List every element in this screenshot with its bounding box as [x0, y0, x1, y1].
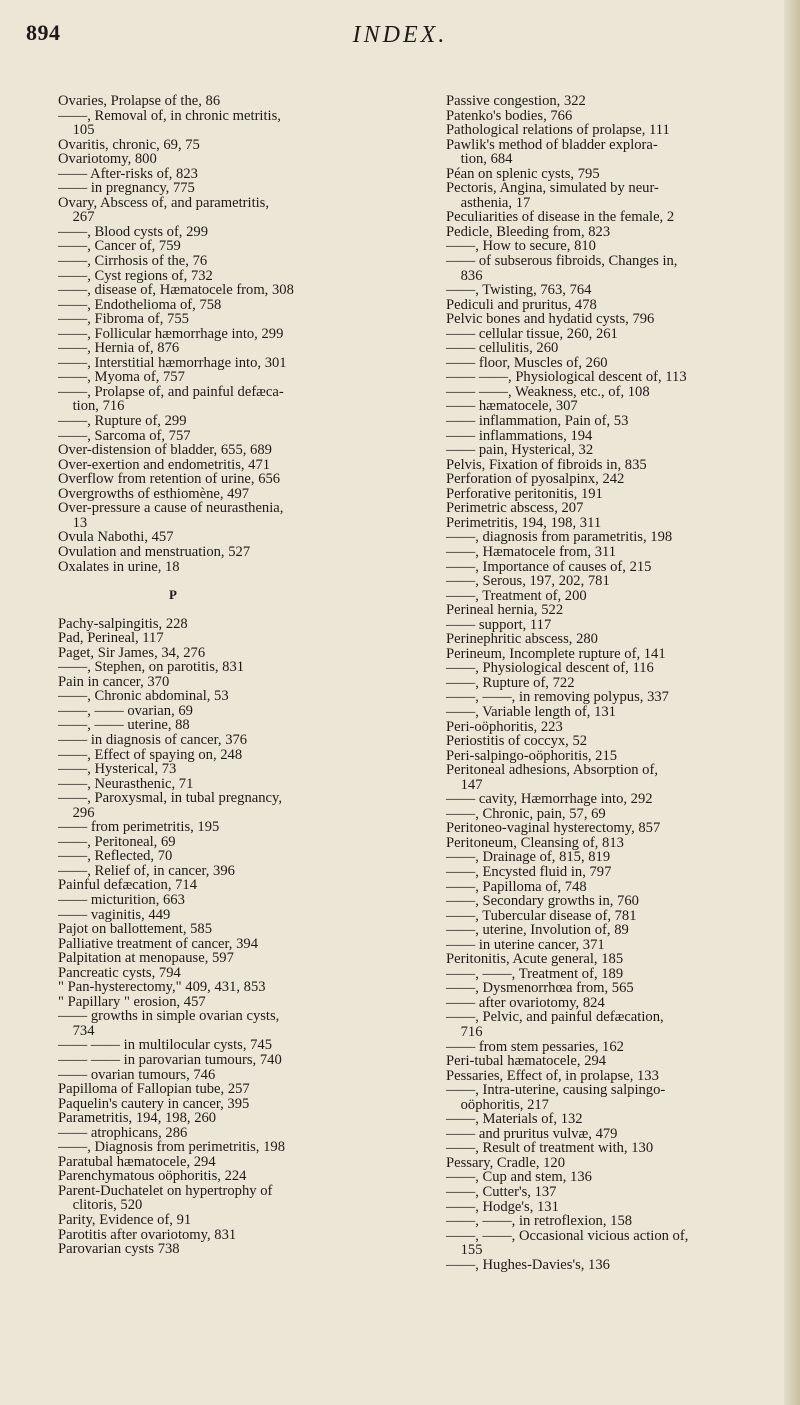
- index-entry: Perineal hernia, 522: [446, 602, 564, 619]
- index-entry: ——, Intra-uterine, causing salpingo-: [446, 1082, 666, 1099]
- index-entry: Perimetric abscess, 207: [446, 500, 584, 517]
- index-entry: Pain in cancer, 370: [58, 673, 170, 690]
- index-entry: Perforation of pyosalpinx, 242: [446, 471, 625, 488]
- index-entry: ——, Diagnosis from perimetritis, 198: [58, 1139, 285, 1156]
- index-entry: —— in uterine cancer, 371: [446, 936, 605, 953]
- index-entry: ——, Hernia of, 876: [58, 340, 180, 357]
- index-entry: Peritoneum, Cleansing of, 813: [446, 834, 624, 851]
- index-entry: ——, Pelvic, and painful defæcation,: [446, 1009, 664, 1026]
- index-entry: Parenchymatous oöphoritis, 224: [58, 1168, 247, 1185]
- index-entry: Parametritis, 194, 198, 260: [58, 1110, 217, 1127]
- index-entry: —— cellular tissue, 260, 261: [446, 325, 618, 342]
- index-entry: Parity, Evidence of, 91: [58, 1212, 192, 1229]
- index-entry: ——, Chronic, pain, 57, 69: [446, 805, 606, 822]
- index-entry: 13: [58, 514, 88, 531]
- index-entry: Palliative treatment of cancer, 394: [58, 935, 258, 952]
- index-entry: ——, ——, in removing polypus, 337: [446, 689, 669, 706]
- index-entry: 296: [58, 804, 95, 821]
- index-entry: 734: [58, 1022, 95, 1039]
- index-entry: Peri-tubal hæmatocele, 294: [446, 1053, 607, 1070]
- index-entry: —— ——, Weakness, etc., of, 108: [446, 383, 650, 400]
- index-entry: ——, ——, Treatment of, 189: [446, 965, 624, 982]
- index-entry: —— micturition, 663: [58, 891, 185, 908]
- index-entry: ——, Peritoneal, 69: [58, 833, 176, 850]
- index-entry: Peritoneo-vaginal hysterectomy, 857: [446, 820, 661, 837]
- index-entry: Pectoris, Angina, simulated by neur-: [446, 180, 659, 197]
- index-entry: Pessary, Cradle, 120: [446, 1154, 566, 1171]
- index-column-left: [58, 94, 430, 1257]
- index-entry: Oxalates in urine, 18: [58, 558, 180, 575]
- index-entry: ——, Prolapse of, and painful defæca-: [58, 383, 284, 400]
- index-entry: —— after ovariotomy, 824: [446, 994, 605, 1011]
- index-entry: Pediculi and pruritus, 478: [446, 296, 597, 313]
- index-entry: ——, Cup and stem, 136: [446, 1169, 592, 1186]
- index-entry: ——, Interstitial hæmorrhage into, 301: [58, 354, 287, 371]
- index-entry: ——, Physiological descent of, 116: [446, 660, 654, 677]
- index-column-right: [446, 94, 780, 1272]
- index-entry: Pelvis, Fixation of fibroids in, 835: [446, 456, 647, 473]
- index-entry: Over-distension of bladder, 655, 689: [58, 442, 272, 459]
- index-entry: tion, 684: [446, 151, 513, 168]
- index-entry: Pelvic bones and hydatid cysts, 796: [446, 311, 655, 328]
- index-entry: ——, Papilloma of, 748: [446, 878, 587, 895]
- index-entry: —— pain, Hysterical, 32: [446, 442, 594, 459]
- index-entry: Perinephritic abscess, 280: [446, 631, 598, 648]
- index-entry: ——, Materials of, 132: [446, 1111, 583, 1128]
- index-entry: Ovary, Abscess of, and parametritis,: [58, 194, 270, 211]
- index-entry: —— from stem pessaries, 162: [446, 1038, 624, 1055]
- index-entry: —— in pregnancy, 775: [58, 180, 195, 197]
- index-entry: Pajot on ballottement, 585: [58, 921, 213, 938]
- index-entry: 716: [446, 1024, 483, 1040]
- index-entry: Overflow from retention of urine, 656: [58, 471, 281, 488]
- index-entry: ——, Hæmatocele from, 311: [446, 543, 617, 560]
- index-entry: ——, Paroxysmal, in tubal pregnancy,: [58, 790, 282, 807]
- index-entry: ——, Variable length of, 131: [446, 703, 616, 720]
- index-entry: —— ovarian tumours, 746: [58, 1066, 216, 1083]
- index-entry: Paquelin's cautery in cancer, 395: [58, 1095, 250, 1112]
- index-entry: —— cellulitis, 260: [446, 340, 559, 357]
- index-entry: Parotitis after ovariotomy, 831: [58, 1226, 237, 1243]
- index-entry: clitoris, 520: [58, 1197, 143, 1214]
- index-entry: Péan on splenic cysts, 795: [446, 165, 600, 182]
- index-entry: ——, Fibroma of, 755: [58, 311, 189, 328]
- index-entry: ——, Stephen, on parotitis, 831: [58, 659, 245, 676]
- index-entry: ——, Blood cysts of, 299: [58, 223, 208, 240]
- index-entry: Painful defæcation, 714: [58, 877, 198, 894]
- index-entry: —— —— in multilocular cysts, 745: [58, 1037, 273, 1054]
- index-entry: Ovaritis, chronic, 69, 75: [58, 136, 200, 153]
- index-entry: 267: [58, 209, 95, 226]
- index-entry: Perforative peritonitis, 191: [446, 485, 603, 502]
- index-entry: Parovarian cysts 738: [58, 1241, 180, 1258]
- index-entry: —— After-risks of, 823: [58, 165, 198, 182]
- index-entry: ——, Reflected, 70: [58, 848, 173, 865]
- index-entry: ——, diagnosis from parametritis, 198: [446, 529, 673, 546]
- index-entry: Over-pressure a cause of neurasthenia,: [58, 500, 284, 517]
- page-number: 894: [26, 20, 61, 45]
- index-entry: ——, ——, in retroflexion, 158: [446, 1213, 633, 1230]
- index-entry: Peri-oöphoritis, 223: [446, 718, 563, 735]
- index-entry: Pathological relations of prolapse, 111: [446, 122, 670, 139]
- index-entry: —— of subserous fibroids, Changes in,: [446, 253, 678, 270]
- index-entry: —— ——, Physiological descent of, 113: [446, 369, 687, 386]
- index-entry: —— inflammation, Pain of, 53: [446, 413, 629, 430]
- index-entry: 147: [446, 776, 483, 793]
- index-entry: ——, Relief of, in cancer, 396: [58, 862, 235, 879]
- index-entry: Peri-salpingo-oöphoritis, 215: [446, 747, 618, 764]
- index-entry: —— in diagnosis of cancer, 376: [58, 731, 248, 748]
- index-entry: ——, uterine, Involution of, 89: [446, 922, 629, 939]
- index-entry: ——, Endothelioma of, 758: [58, 296, 222, 313]
- index-entry: Palpitation at menopause, 597: [58, 950, 234, 967]
- index-entry: —— support, 117: [446, 616, 552, 633]
- index-entry: ——, Hodge's, 131: [446, 1198, 559, 1215]
- index-entry: —— from perimetritis, 195: [58, 819, 220, 836]
- index-entry: Pessaries, Effect of, in prolapse, 133: [446, 1067, 659, 1084]
- index-entry: —— and pruritus vulvæ, 479: [446, 1125, 618, 1142]
- index-entry: ——, Hughes-Davies's, 136: [446, 1256, 610, 1273]
- index-entry: ——, Encysted fluid in, 797: [446, 863, 612, 880]
- index-entry: ——, Dysmenorrhœa from, 565: [446, 980, 634, 997]
- index-entry: Paget, Sir James, 34, 276: [58, 644, 206, 661]
- index-entry: —— hæmatocele, 307: [446, 398, 578, 415]
- index-entry: ——, Removal of, in chronic metritis,: [58, 107, 281, 124]
- index-entry: Pad, Perineal, 117: [58, 630, 164, 647]
- index-entry: Pedicle, Bleeding from, 823: [446, 223, 611, 240]
- index-entry: Pawlik's method of bladder explora-: [446, 136, 658, 153]
- index-entry: 836: [446, 267, 483, 284]
- index-entry: 155: [446, 1242, 483, 1259]
- index-entry: Peritoneal adhesions, Absorption of,: [446, 762, 658, 779]
- index-entry: Papilloma of Fallopian tube, 257: [58, 1081, 250, 1098]
- page-edge-shadow: [784, 0, 800, 1405]
- index-entry: ——, Twisting, 763, 764: [446, 282, 592, 299]
- index-entry: ——, Chronic abdominal, 53: [58, 688, 229, 705]
- index-entry: ——, Follicular hæmorrhage into, 299: [58, 325, 284, 342]
- index-entry: —— inflammations, 194: [446, 427, 593, 444]
- index-entry: Ovaries, Prolapse of the, 86: [58, 93, 221, 109]
- index-entry: asthenia, 17: [446, 194, 531, 211]
- index-entry: Perineum, Incomplete rupture of, 141: [446, 645, 666, 662]
- index-entry: —— atrophicans, 286: [58, 1124, 188, 1141]
- index-entry: Overgrowths of esthiomène, 497: [58, 485, 250, 502]
- section-letter: P: [169, 587, 177, 603]
- index-entry: ——, Treatment of, 200: [446, 587, 587, 604]
- index-entry: Passive congestion, 322: [446, 93, 586, 109]
- index-entry: ——, Cancer of, 759: [58, 238, 181, 255]
- index-entry: ——, Neurasthenic, 71: [58, 775, 194, 792]
- index-entry: ——, Rupture of, 299: [58, 413, 187, 430]
- index-entry: ——, disease of, Hæmatocele from, 308: [58, 282, 294, 299]
- index-entry: —— vaginitis, 449: [58, 906, 171, 923]
- index-entry: Periostitis of coccyx, 52: [446, 733, 588, 750]
- index-entry: —— cavity, Hæmorrhage into, 292: [446, 791, 653, 808]
- index-entry: ——, Hysterical, 73: [58, 761, 177, 778]
- index-entry: ——, Rupture of, 722: [446, 674, 575, 691]
- index-entry: —— floor, Muscles of, 260: [446, 354, 608, 371]
- index-entry: Over-exertion and endometritis, 471: [58, 456, 271, 473]
- index-entry: ——, Cutter's, 137: [446, 1184, 557, 1201]
- index-entry: Patenko's bodies, 766: [446, 107, 573, 124]
- index-entry: ——, Secondary growths in, 760: [446, 893, 639, 910]
- index-entry: " Papillary " erosion, 457: [58, 993, 206, 1010]
- index-entry: 105: [58, 122, 95, 139]
- index-entry: Ovula Nabothi, 457: [58, 529, 174, 546]
- index-entry: Peculiarities of disease in the female, 2: [446, 209, 675, 226]
- index-entry: ——, Serous, 197, 202, 781: [446, 573, 610, 590]
- index-entry: —— —— in parovarian tumours, 740: [58, 1052, 282, 1068]
- index-entry: ——, Cirrhosis of the, 76: [58, 253, 208, 270]
- index-entry: Ovulation and menstruation, 527: [58, 543, 251, 560]
- index-entry: ——, ——, Occasional vicious action of,: [446, 1227, 689, 1244]
- index-entry: Perimetritis, 194, 198, 311: [446, 514, 602, 531]
- index-entry: " Pan-hysterectomy," 409, 431, 853: [58, 979, 266, 996]
- index-entry: Pachy-salpingitis, 228: [58, 615, 188, 632]
- page-title: INDEX.: [352, 22, 448, 48]
- index-entry: Parent-Duchatelet on hypertrophy of: [58, 1182, 273, 1199]
- index-entry: —— growths in simple ovarian cysts,: [58, 1008, 280, 1025]
- index-entry: ——, Drainage of, 815, 819: [446, 849, 611, 866]
- index-entry: ——, —— uterine, 88: [58, 717, 190, 734]
- index-entry: ——, Result of treatment with, 130: [446, 1140, 654, 1157]
- index-entry: ——, Myoma of, 757: [58, 369, 185, 386]
- index-entry: Ovariotomy, 800: [58, 151, 157, 168]
- index-entry: Pancreatic cysts, 794: [58, 964, 181, 981]
- index-entry: ——, Effect of spaying on, 248: [58, 746, 243, 763]
- index-entry: Peritonitis, Acute general, 185: [446, 951, 624, 968]
- index-entry: ——, Importance of causes of, 215: [446, 558, 652, 575]
- index-entry: oöphoritis, 217: [446, 1096, 549, 1113]
- index-entry: ——, —— ovarian, 69: [58, 702, 193, 719]
- index-entry: ——, Sarcoma of, 757: [58, 427, 191, 444]
- index-entry: ——, Tubercular disease of, 781: [446, 907, 637, 924]
- index-entry: tion, 716: [58, 398, 125, 415]
- index-entry: ——, How to secure, 810: [446, 238, 596, 255]
- index-entry: Paratubal hæmatocele, 294: [58, 1153, 216, 1170]
- index-entry: ——, Cyst regions of, 732: [58, 267, 213, 284]
